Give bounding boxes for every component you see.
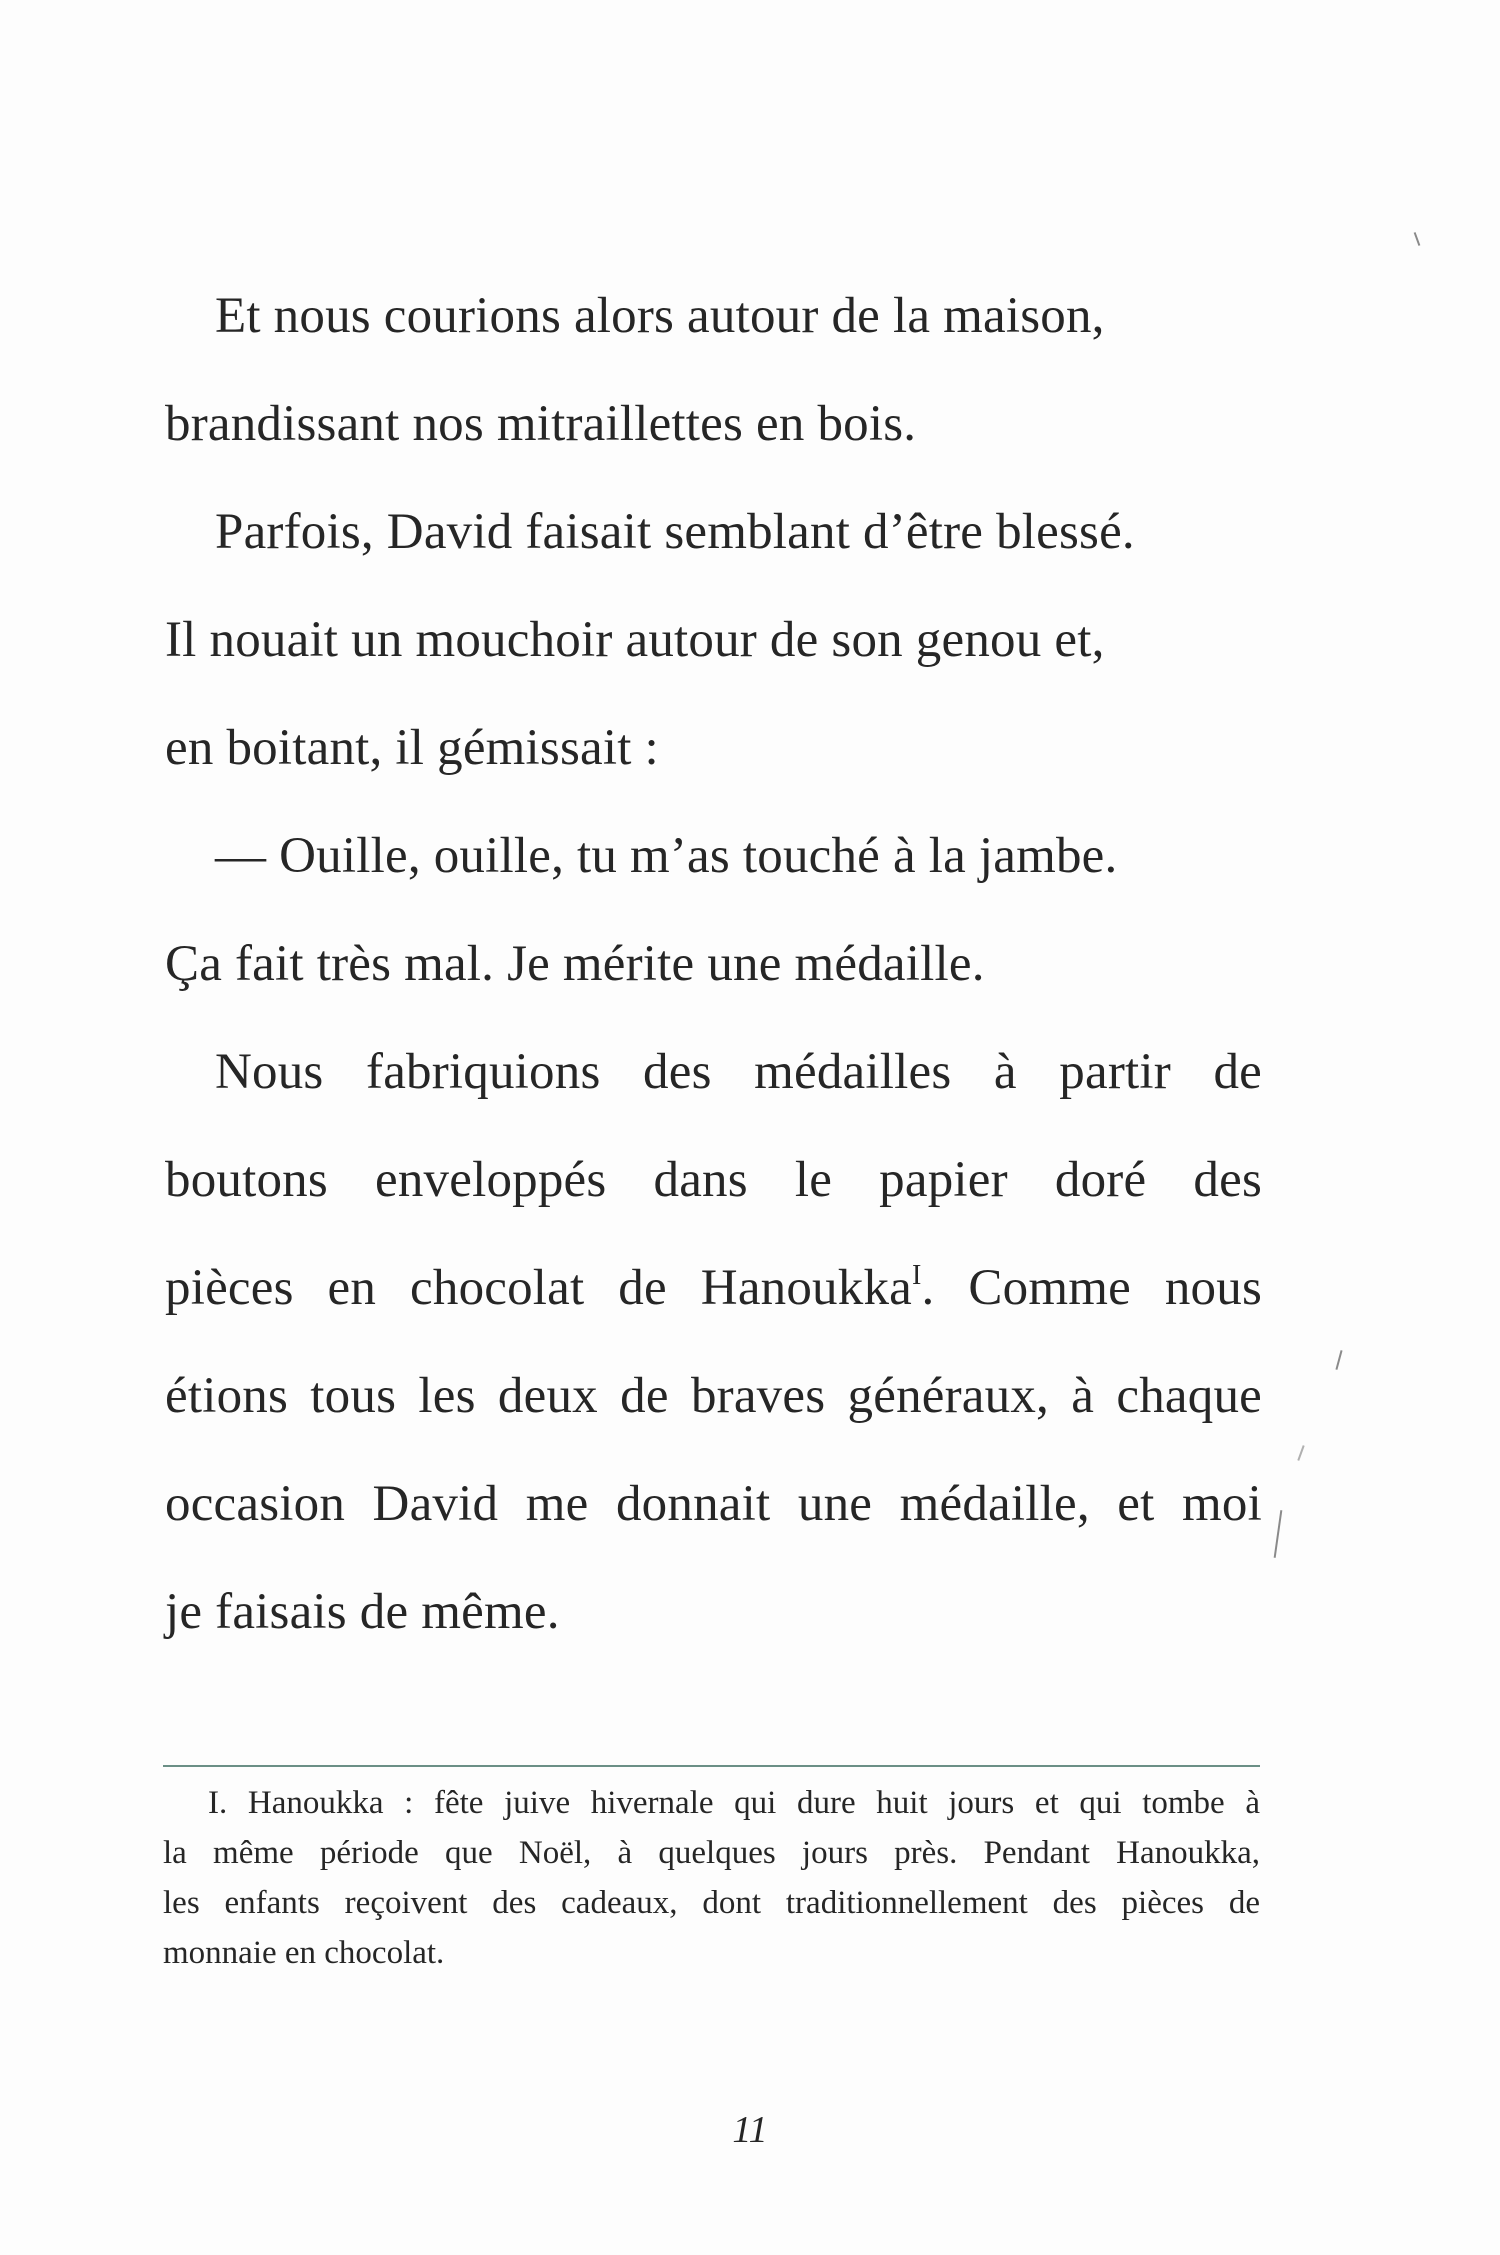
- scan-mark: [1414, 232, 1421, 246]
- text-line: — Ouille, ouille, tu m’as touché à la jambe.: [215, 828, 1118, 884]
- text-line: Et nous courions alors autour de la maison,: [215, 288, 1105, 344]
- footnote: [163, 1778, 1260, 1978]
- text-line: occasion David me donnait une médaille, et moi: [165, 1476, 1262, 1532]
- text-line: Nous fabriquions des médailles à partir de: [215, 1044, 1262, 1100]
- footnote-line: la même période que Noël, à quelques jours près. Pendant Hanoukka,: [163, 1835, 1260, 1871]
- text-line: boutons enveloppés dans le papier doré des: [165, 1152, 1262, 1208]
- text-line: je faisais de même.: [165, 1584, 560, 1640]
- text-line: brandissant nos mitraillettes en bois.: [165, 396, 917, 452]
- footnote-divider: [163, 1765, 1260, 1767]
- footnote-text: Hanoukka : fête juive hivernale qui dure huit jours et qui tombe à: [247, 1785, 1260, 1821]
- footnote-marker: I.: [208, 1785, 228, 1821]
- text-line: [165, 1234, 1262, 1342]
- main-text: [165, 262, 1262, 1666]
- footnote-line: les enfants reçoivent des cadeaux, dont traditionnellement des pièces de: [163, 1885, 1260, 1921]
- footnote-line: monnaie en chocolat.: [163, 1935, 445, 1971]
- text-line: Parfois, David faisait semblant d’être blessé.: [215, 504, 1135, 560]
- scan-mark: [1297, 1445, 1304, 1461]
- page-number: 11: [732, 2109, 768, 2151]
- text-line: en boitant, il gémissait :: [165, 720, 659, 776]
- scan-mark: [1274, 1510, 1283, 1558]
- text-line: Ça fait très mal. Je mérite une médaille.: [165, 936, 985, 992]
- text-line: Il nouait un mouchoir autour de son genou et,: [165, 612, 1105, 668]
- footnote-line: [163, 1778, 1260, 1828]
- text-segment: . Comme nous: [921, 1260, 1262, 1316]
- scan-mark: [1335, 1350, 1342, 1370]
- footnote-reference: I: [912, 1260, 922, 1291]
- text-segment: pièces en chocolat de Hanoukka: [165, 1260, 912, 1316]
- text-line: étions tous les deux de braves généraux, à chaque: [165, 1368, 1262, 1424]
